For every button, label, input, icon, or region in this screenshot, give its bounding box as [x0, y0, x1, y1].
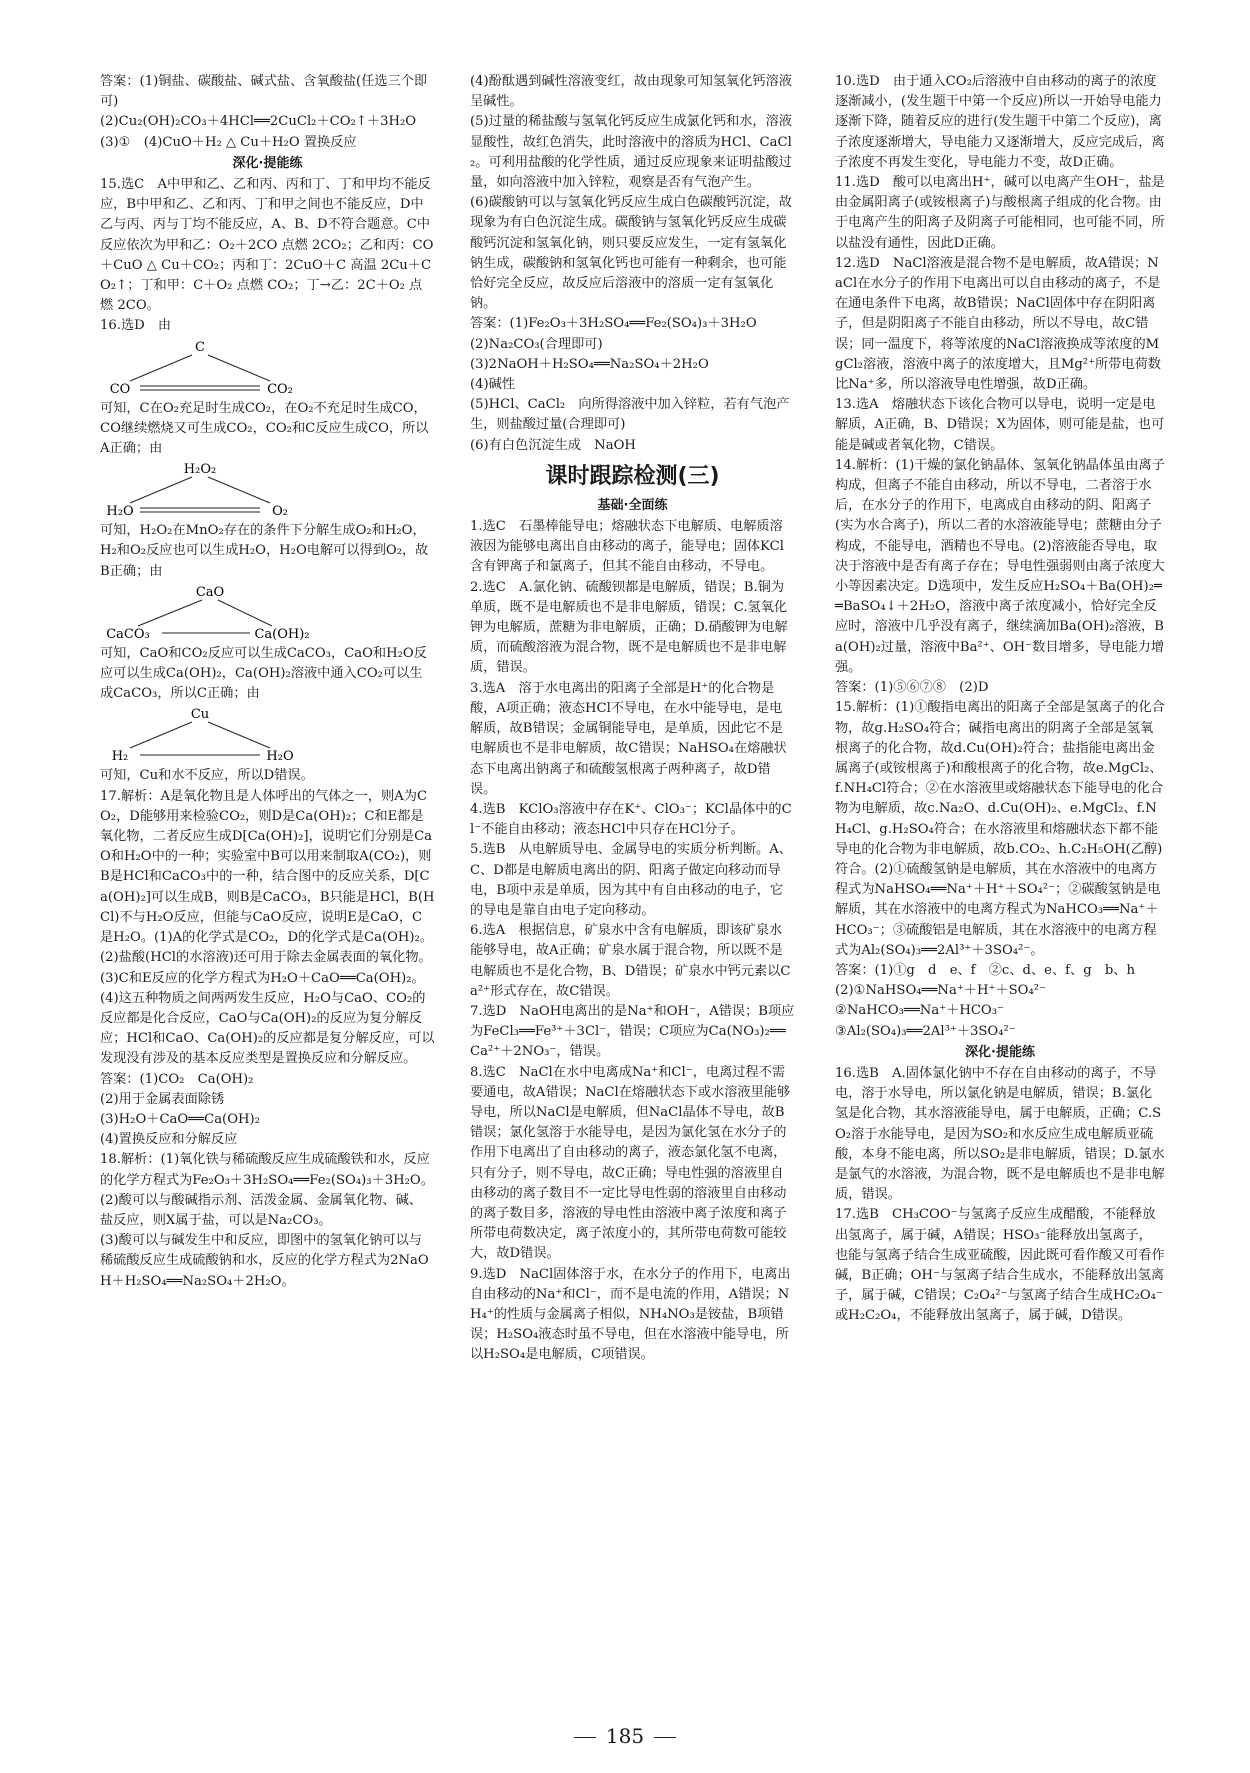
footer-dash: [574, 1737, 596, 1738]
answer-line: 答案：(1)①g d e、f ②c、d、e、f、g b、h: [835, 962, 1135, 978]
analysis-paragraph: (5)过量的稀盐酸与氢氧化钙反应生成氯化钙和水，溶液显酸性，故红色消失，此时溶液中的溶质为HCl、CaCl₂。可利用盐酸的化学性质，通过反应现象来证明盐酸过量，如向溶液中加入锌粒，观察是否有气泡产生。: [470, 114, 792, 191]
diagram-node-left: H₂: [111, 749, 129, 765]
question-item: 10.选D 由于通入CO₂后溶液中自由移动的离子的浓度逐渐减小，(发生题干中第一个反应)所以一开始导电能力逐渐下降，随着反应的进行(发生题干中第二个反应)，离子浓度逐渐增大，导电能力又逐渐增大，反应完成后，离子浓度不再发生变化，导电能力不变，故D正确。: [835, 74, 1165, 170]
question-item: 14.解析：(1)干燥的氯化钠晶体、氢氧化钠晶体虽由离子构成，但离子不能自由移动，所以不导电，二者溶于水后，在水分子的作用下，电离成自由移动的阴、阳离子(实为水合离子)，所以二者的水溶液能导电；蔗糖由分子构成，不能导电，酒精也不导电。(2)溶液能否导电，取决于溶液中是否有离子存在；导电性强弱则由离子浓度大小等因素决定。D选项中，发生反应H₂SO₄＋Ba(OH)₂══BaSO₄↓＋2H₂O，溶液中离子浓度减小，恰好完全反应时，溶液中几乎没有离子，继续滴加Ba(OH)₂溶液，Ba(OH)₂过量，溶液中Ba²⁺、OH⁻数目增多，导电能力增强。: [835, 457, 1165, 675]
diagram-node-left: CaCO₃: [106, 626, 150, 642]
question-item: 12.选D NaCl溶液是混合物不是电解质，故A错误；NaCl在水分子的作用下电离出可以自由移动的离子，不是在通电条件下电离，故B错误；NaCl固体中存在阴阳离子，但是阴阳离子不能自由移动，所以不导电，故C错误；同一温度下，将等浓度的NaCl溶液换成等浓度的MgCl₂溶液，溶液中离子的浓度增大，且Mg²⁺所带电荷数比Na⁺多，所以溶液导电性增强，故D正确。: [835, 255, 1161, 393]
question-item: 13.选A 熔融状态下该化合物可以导电，说明一定是电解质，A正确，B、D错误；X为固体，则可能是盐，也可能是碱或者氧化物，C错误。: [835, 397, 1165, 453]
answer-line: (2)用于金属表面除锈: [100, 1091, 225, 1107]
question-item: 4.选B KClO₃溶液中存在K⁺、ClO₃⁻；KCl晶体中的Cl⁻不能自由移动；液态HCl中只存在HCl分子。: [470, 801, 792, 838]
question-18-part: (3)酸可以与碱发生中和反应，即图中的氢氧化钠可以与稀硫酸反应生成硫酸钠和水，反应的化学方程式为2NaOH＋H₂SO₄══Na₂SO₄＋2H₂O。: [100, 1233, 429, 1289]
diagram-arrow: [208, 722, 270, 748]
triangle-diagram-calcium: [100, 584, 435, 642]
diagram-arrow: [130, 477, 192, 503]
section-heading: 深化·提能练: [965, 1044, 1035, 1060]
question-item: 7.选D NaOH电离出的是Na⁺和OH⁻，A错误；B项应为FeCl₃══Fe³⁺＋3Cl⁻，错误；C项应为Ca(NO₃)₂══Ca²⁺＋2NO₃⁻，错误。: [470, 1003, 795, 1060]
triangle-diagram-peroxide: [100, 461, 435, 519]
diagram-node-right: H₂O: [266, 749, 294, 765]
answer-line: (2)①NaHSO₄══Na⁺＋H⁺＋SO₄²⁻: [835, 983, 1046, 999]
answer-line: (3)① (4)CuO＋H₂ △ Cu＋H₂O 置换反应: [100, 134, 357, 150]
question-item: 5.选B 从电解质导电、金属导电的实质分析判断。A、C、D都是电解质电离出的阴、阳离子做定向移动而导电，B项中汞是单质，因为其中有自由移动的电子，它的导电是靠自由电子定向移动。: [470, 842, 792, 918]
answer-line: ③Al₂(SO₄)₃══2Al³⁺＋3SO₄²⁻: [835, 1023, 1016, 1039]
diagram-node-left: H₂O: [106, 504, 134, 520]
column-middle: [470, 72, 795, 1366]
section-heading: 深化·提能练: [232, 155, 303, 171]
question-item: 15.解析：(1)①酸指电离出的阳离子全部是氢离子的化合物，故g.H₂SO₄符合；碱指电离出的阴离子全部是氢氧根离子的化合物，故d.Cu(OH)₂符合；盐指能电离出金属离子(或铵根离子)和酸根离子的化合物，故e.MgCl₂、f.NH₄Cl符合；②在水溶液里或熔融状态下能导电的化合物为电解质，故c.Na₂O、d.Cu(OH)₂、e.MgCl₂、f.NH₄Cl、g.H₂SO₄符合；在水溶液里和熔融状态下都不能导电的化合物为非电解质，故b.CO₂、h.C₂H₅OH(乙醇)符合。(2)①硫酸氢钠是电解质，其在水溶液中的电离方程式为NaHSO₄══Na⁺＋H⁺＋SO₄²⁻；②碳酸氢钠是电解质，其在水溶液中的电离方程式为NaHCO₃══Na⁺＋HCO₃⁻；③硫酸铝是电解质，其在水溶液中的电离方程式为Al₂(SO₄)₃══2Al³⁺＋3SO₄²⁻。: [835, 700, 1165, 958]
page-number: 185: [605, 1724, 645, 1748]
question-item: 2.选C A.氯化钠、硫酸钡都是电解质，错误；B.铜为单质，既不是电解质也不是非电解质，错误；C.氢氧化钾为电解质，蔗糖为非电解质，正确；D.硝酸钾为电解质，而硫酸溶液为混合物，既不是电解质也不是非电解质，错误。: [470, 579, 788, 676]
question-16-part: 可知，CaO和CO₂反应可以生成CaCO₃，CaO和H₂O反应可以生成Ca(OH)₂，Ca(OH)₂溶液中通入CO₂可以生成CaCO₃，所以C正确；由: [100, 645, 427, 702]
diagram-node-top: Cu: [190, 707, 210, 723]
answer-line: (3)H₂O＋CaO══Ca(OH)₂: [100, 1111, 260, 1127]
question-item: 16.选B A.固体氯化钠中不存在自由移动的离子，不导电，溶于水导电，所以氯化钠是电解质，错误；B.氯化氢是化合物，其水溶液能导电，属于电解质，正确；C.SO₂溶于水能导电，是因为SO₂和水反应生成电解质亚硫酸，本身不能电离，所以SO₂是非电解质，错误；D.氯水是氯气的水溶液，为混合物，既不是电解质也不是非电解质，错误。: [835, 1065, 1165, 1203]
triangle-diagram-copper: [100, 706, 435, 764]
answer-line: (6)有白色沉淀生成 NaOH: [470, 437, 636, 453]
question-item: 1.选C 石墨棒能导电；熔融状态下电解质、电解质溶液因为能够电离出自由移动的离子，能导电；固体KCl含有钾离子和氯离子，但其不能自由移动，不导电。: [470, 519, 784, 575]
diagram-arrow: [208, 477, 270, 503]
footer-dash: [654, 1737, 676, 1738]
question-item: 17.选B CH₃COO⁻与氢离子反应生成醋酸，不能释放出氢离子，属于碱，A错误；HSO₃⁻能释放出氢离子，也能与氢离子结合生成亚硫酸，因此既可看作酸又可看作碱，B正确；OH⁻与氢离子结合生成水，不能释放出氢离子，属于碱，C错误；C₂O₄²⁻与氢离子结合生成HC₂O₄⁻或H₂C₂O₄，不能释放出氢离子，属于碱，D错误。: [835, 1207, 1165, 1324]
diagram-node-top: H₂O₂: [183, 462, 217, 478]
question-16-part: 可知，H₂O₂在MnO₂存在的条件下分解生成O₂和H₂O，H₂和O₂反应也可以生成H₂O，H₂O电解可以得到O₂，故B正确；由: [100, 523, 429, 579]
section-heading: 基础·全面练: [597, 497, 668, 513]
question-item: 6.选A 根据信息，矿泉水中含有电解质，即该矿泉水能够导电，故A正确；矿泉水属于混合物，所以既不是电解质也不是化合物，B、D错误；矿泉水中钙元素以Ca²⁺形式存在，故C错误。: [470, 923, 791, 999]
diagram-node-left: CO: [109, 381, 131, 397]
answer-line: (5)HCl、CaCl₂ 向所得溶液中加入锌粒，若有气泡产生，则盐酸过量(合理即可): [470, 397, 790, 433]
answer-line: 答案：(1)铜盐、碳酸盐、碱式盐、含氧酸盐(任选三个即可): [100, 74, 428, 110]
diagram-arrow: [138, 600, 202, 626]
question-18-part: (2)酸可以与酸碱指示剂、活泼金属、金属氧化物、碱、盐反应，则X属于盐，可以是Na₂CO₃。: [100, 1192, 422, 1228]
triangle-diagram-carbon: [100, 339, 435, 397]
diagram-arrow: [208, 355, 270, 381]
diagram-node-top: CaO: [195, 584, 225, 600]
diagram-arrow: [218, 600, 272, 626]
column-left: [100, 72, 435, 1292]
answer-line: (4)碱性: [470, 377, 516, 393]
diagram-node-right: O₂: [272, 504, 288, 520]
answer-line: (4)置换反应和分解反应: [100, 1132, 238, 1148]
analysis-paragraph: (4)酚酞遇到碱性溶液变红，故由现象可知氢氧化钙溶液呈碱性。: [470, 74, 792, 110]
column-right: [835, 72, 1165, 1327]
question-16-part: 可知，C在O₂充足时生成CO₂，在O₂不充足时生成CO，CO继续燃烧又可生成CO₂，CO₂和C反应生成CO，所以A正确；由: [100, 400, 429, 457]
question-18: 18.解析：(1)氧化铁与稀硫酸反应生成硫酸铁和水，反应的化学方程式为Fe₂O₃＋3H₂SO₄══Fe₂(SO₄)₃＋3H₂O。: [100, 1152, 434, 1188]
answer-line: 答案：(1)CO₂ Ca(OH)₂: [100, 1071, 254, 1087]
question-16-part: 可知，Cu和水不反应，所以D错误。: [100, 768, 314, 784]
page-footer: [0, 1724, 1250, 1748]
answer-line: 答案：(1)Fe₂O₃＋3H₂SO₄══Fe₂(SO₄)₃＋3H₂O: [470, 316, 757, 332]
diagram-node-right: Ca(OH)₂: [254, 626, 310, 642]
question-item: 8.选C NaCl在水中电离成Na⁺和Cl⁻，电离过程不需要通电，故A错误；NaCl在熔融状态下或水溶液里能够导电，所以NaCl是电解质，但NaCl晶体不导电，故B错误；氯化氢溶于水能导电，是因为氯化氢在水分子的作用下电离出了自由移动的离子，液态氯化氢不电离，只有分子，则不导电，故C正确；导电性强的溶液里自由移动的离子数目不一定比导电性弱的溶液里自由移动的离子数目多，溶液的导电性由溶液中离子浓度和离子所带电荷数决定，离子浓度小的，其所带电荷数可能较大，故D错误。: [470, 1064, 791, 1262]
diagram-arrow: [130, 722, 192, 748]
answer-line: (2)Cu₂(OH)₂CO₃＋4HCl══2CuCl₂＋CO₂↑＋3H₂O: [100, 114, 417, 130]
diagram-arrow: [130, 355, 192, 381]
answer-line: 答案：(1)⑤⑥⑦⑧ (2)D: [835, 680, 989, 696]
question-15: 15.选C A中甲和乙、乙和丙、丙和丁、丁和甲均不能反应，B中甲和乙、乙和丙、丁和甲之间也不能反应，D中乙与丙、丙与丁均不能反应，A、B、D不符合题意。C中反应依次为甲和乙：O₂＋2CO 点燃 2CO₂；乙和丙：CO＋CuO △ Cu＋CO₂；丙和丁：2CuO＋C 高温 2Cu＋CO₂↑；丁和甲：C＋O₂ 点燃 CO₂；丁→乙：2C＋O₂ 点燃 2CO。: [100, 177, 434, 314]
answer-line: (2)Na₂CO₃(合理即可): [470, 336, 603, 352]
diagram-node-right: CO₂: [267, 381, 293, 397]
lesson-title: 课时跟踪检测(三): [545, 463, 720, 489]
answer-line: (3)2NaOH＋H₂SO₄══Na₂SO₄＋2H₂O: [470, 356, 709, 372]
question-item: 3.选A 溶于水电离出的阳离子全部是H⁺的化合物是酸，A项正确；液态HCl不导电，在水中能导电，是电解质，故B错误；金属铜能导电，是单质，因此它不是电解质也不是非电解质，故C错误；NaHSO₄在熔融状态下电离出钠离子和硫酸氢根离子两种离子，故D错误。: [470, 680, 787, 797]
question-17: 17.解析：A是氧化物且是人体呼出的气体之一，则A为CO₂，D能够用来检验CO₂，则D是Ca(OH)₂；C和E都是氧化物，二者反应生成D[Ca(OH)₂]，说明它们分别是CaO和H₂O中的一种；实验室中B可以用来制取A(CO₂)，则B是HCl和CaCO₃中的一种，结合图中的反应关系，D[Ca(OH)₂]可以生成B，则B是CaCO₃，B只能是HCl，B(HCl)不与H₂O反应，但能与CaO反应，说明E是CaO，C是H₂O。(1)A的化学式是CO₂，D的化学式是Ca(OH)₂。(2)盐酸(HCl的水溶液)还可用于除去金属表面的氧化物。(3)C和E反应的化学方程式为H₂O＋CaO══Ca(OH)₂。(4)这五种物质之间两两发生反应，H₂O与CaO、CO₂的反应都是化合反应，CaO与Ca(OH)₂的反应为复分解反应；HCl和CaO、Ca(OH)₂的反应都是复分解反应，可以发现没有涉及的基本反应类型是置换反应和分解反应。: [100, 788, 435, 1067]
question-item: 9.选D NaCl固体溶于水，在水分子的作用下，电离出自由移动的Na⁺和Cl⁻，而不是电流的作用，A错误；NH₄⁺的性质与金属离子相似，NH₄NO₃是铵盐，B项错误；H₂SO₄液态时虽不导电，但在水溶液中能导电，所以H₂SO₄是电解质，C项错误。: [470, 1266, 791, 1363]
question-item: 11.选D 酸可以电离出H⁺，碱可以电离产生OH⁻，盐是由金属阳离子(或铵根离子)与酸根离子组成的化合物。由于电离产生的阳离子及阴离子可能相同，也可能不同，所以盐没有通性，因此D正确。: [835, 175, 1165, 251]
question-16-intro: 16.选D 由: [100, 318, 172, 334]
answer-line: ②NaHCO₃══Na⁺＋HCO₃⁻: [835, 1003, 1004, 1019]
analysis-paragraph: (6)碳酸钠可以与氢氧化钙反应生成白色碳酸钙沉淀，故现象为有白色沉淀生成。碳酸钠与氢氧化钙反应生成碳酸钙沉淀和氢氧化钠，则只要反应发生，一定有氢氧化钠生成，碳酸钠和氢氧化钙也可能有一种剩余，也可能恰好完全反应，故反应后溶液中的溶质一定有氢氧化钠。: [470, 195, 792, 312]
diagram-node-top: C: [195, 339, 205, 355]
